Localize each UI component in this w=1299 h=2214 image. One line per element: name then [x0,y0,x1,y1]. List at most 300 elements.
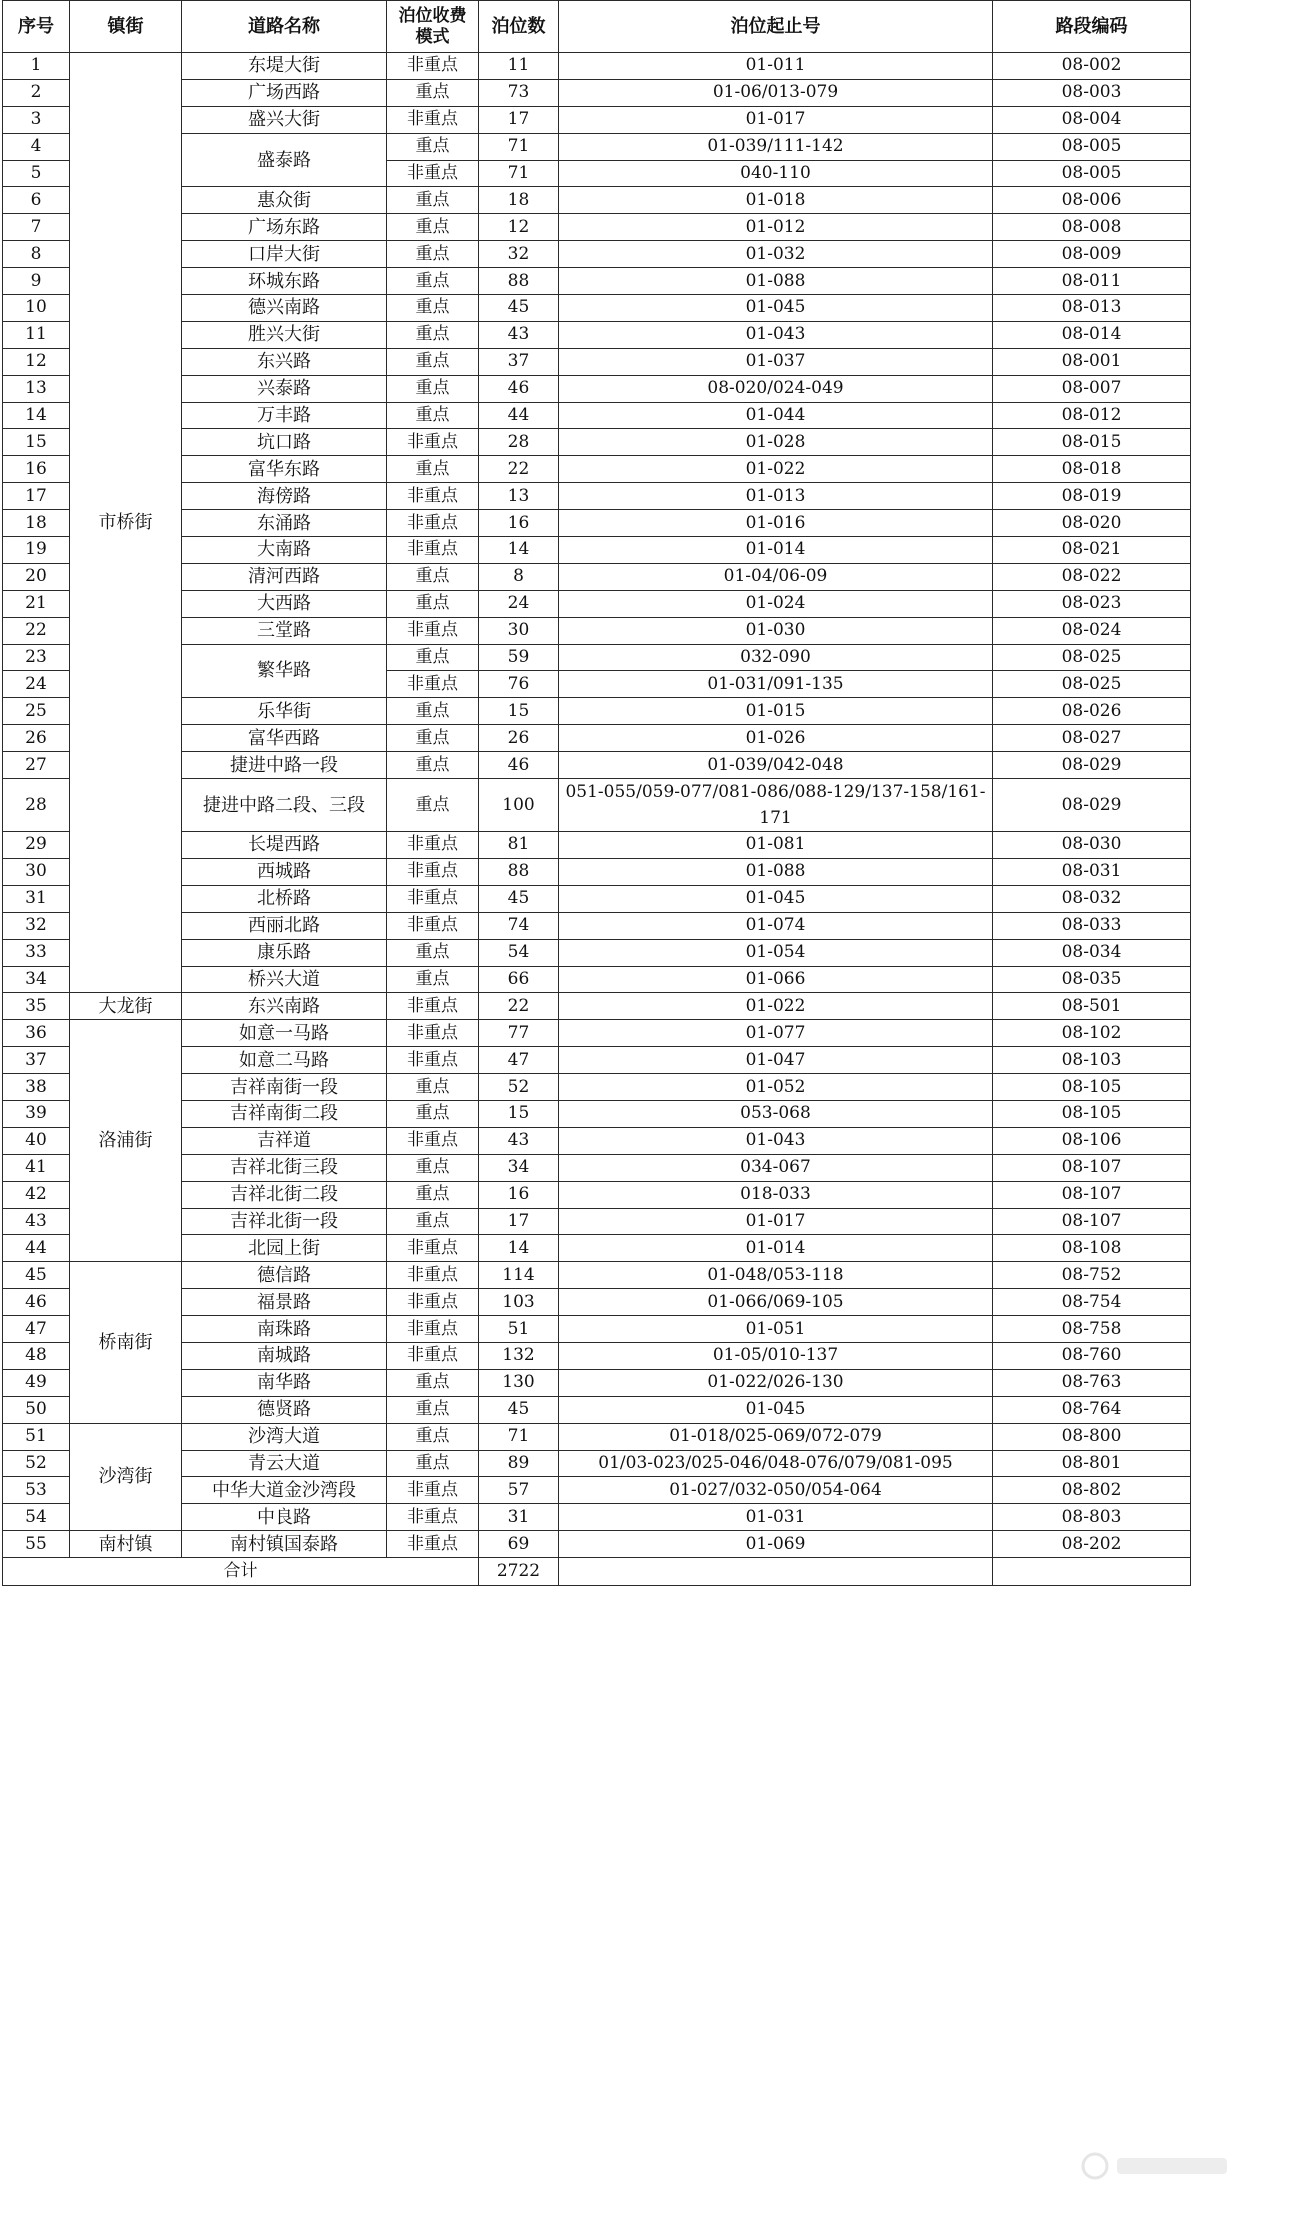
cell-code: 08-005 [993,160,1191,187]
cell-road-name: 惠众街 [182,187,387,214]
cell-count: 73 [479,79,559,106]
cell-seq: 17 [3,483,70,510]
cell-road-name: 捷进中路二段、三段 [182,779,387,832]
cell-code: 08-019 [993,483,1191,510]
cell-code: 08-015 [993,429,1191,456]
cell-code: 08-033 [993,912,1191,939]
cell-mode: 重点 [387,295,479,322]
cell-mode: 非重点 [387,1342,479,1369]
cell-seq: 9 [3,268,70,295]
cell-count: 46 [479,752,559,779]
cell-mode: 非重点 [387,1047,479,1074]
cell-mode: 非重点 [387,832,479,859]
cell-code: 08-108 [993,1235,1191,1262]
cell-code: 08-005 [993,133,1191,160]
cell-mode: 非重点 [387,885,479,912]
cell-range: 01-069 [559,1531,993,1558]
cell-seq: 32 [3,912,70,939]
cell-range: 01-04/06-09 [559,563,993,590]
cell-code: 08-002 [993,53,1191,80]
cell-code: 08-030 [993,832,1191,859]
table-row [3,590,1191,617]
table-row [3,1235,1191,1262]
table-row [3,348,1191,375]
cell-seq: 41 [3,1154,70,1181]
cell-road-name: 盛兴大街 [182,106,387,133]
header-count: 泊位数 [479,1,559,53]
cell-seq: 43 [3,1208,70,1235]
cell-range: 01-043 [559,321,993,348]
cell-mode: 非重点 [387,160,479,187]
cell-code: 08-764 [993,1396,1191,1423]
cell-road-name: 如意二马路 [182,1047,387,1074]
cell-code: 08-023 [993,590,1191,617]
cell-range: 01-016 [559,510,993,537]
cell-range: 01-032 [559,241,993,268]
cell-count: 22 [479,456,559,483]
table-row [3,375,1191,402]
table-row [3,1047,1191,1074]
table-row [3,644,1191,671]
cell-range: 01-030 [559,617,993,644]
cell-road-name: 东兴南路 [182,993,387,1020]
table-row [3,832,1191,859]
table-row [3,1450,1191,1477]
cell-seq: 52 [3,1450,70,1477]
cell-code: 08-758 [993,1316,1191,1343]
cell-mode: 非重点 [387,53,479,80]
cell-town: 洛浦街 [70,1020,182,1262]
cell-seq: 51 [3,1423,70,1450]
cell-count: 14 [479,537,559,564]
cell-seq: 35 [3,993,70,1020]
cell-road-name: 富华东路 [182,456,387,483]
cell-count: 43 [479,1127,559,1154]
cell-mode: 非重点 [387,993,479,1020]
cell-count: 46 [479,375,559,402]
table-row [3,752,1191,779]
cell-road-name: 广场西路 [182,79,387,106]
header-road: 道路名称 [182,1,387,53]
cell-count: 12 [479,214,559,241]
cell-range: 01-022 [559,993,993,1020]
table-row [3,858,1191,885]
cell-road-name: 福景路 [182,1289,387,1316]
table-row [3,1423,1191,1450]
cell-mode: 重点 [387,402,479,429]
cell-mode: 重点 [387,966,479,993]
parking-berth-table [2,0,1191,1586]
cell-code: 08-029 [993,779,1191,832]
cell-seq: 27 [3,752,70,779]
cell-code: 08-501 [993,993,1191,1020]
cell-mode: 重点 [387,133,479,160]
cell-road-name: 南华路 [182,1369,387,1396]
cell-code: 08-107 [993,1208,1191,1235]
cell-mode: 非重点 [387,537,479,564]
cell-range: 01-045 [559,295,993,322]
table-row [3,563,1191,590]
cell-count: 77 [479,1020,559,1047]
cell-count: 69 [479,1531,559,1558]
header-mode: 泊位收费模式 [387,1,479,53]
cell-count: 51 [479,1316,559,1343]
cell-seq: 2 [3,79,70,106]
cell-seq: 21 [3,590,70,617]
cell-code: 08-001 [993,348,1191,375]
cell-count: 28 [479,429,559,456]
cell-mode: 重点 [387,241,479,268]
table-row [3,698,1191,725]
table-header-row [3,1,1191,53]
cell-range: 01-031/091-135 [559,671,993,698]
cell-road-name: 吉祥南街一段 [182,1074,387,1101]
cell-road-name: 中华大道金沙湾段 [182,1477,387,1504]
cell-mode: 非重点 [387,1235,479,1262]
header-range: 泊位起止号 [559,1,993,53]
cell-code: 08-008 [993,214,1191,241]
cell-range: 01-031 [559,1504,993,1531]
cell-mode: 重点 [387,939,479,966]
cell-code: 08-754 [993,1289,1191,1316]
cell-road-name: 南城路 [182,1342,387,1369]
cell-range: 01-022 [559,456,993,483]
cell-road-name: 口岸大街 [182,241,387,268]
cell-range: 01-039/111-142 [559,133,993,160]
cell-code: 08-025 [993,671,1191,698]
cell-range: 01-027/032-050/054-064 [559,1477,993,1504]
cell-seq: 49 [3,1369,70,1396]
cell-count: 34 [479,1154,559,1181]
table-row [3,1181,1191,1208]
cell-code: 08-012 [993,402,1191,429]
cell-code: 08-020 [993,510,1191,537]
cell-count: 31 [479,1504,559,1531]
cell-mode: 重点 [387,348,479,375]
cell-seq: 16 [3,456,70,483]
cell-count: 114 [479,1262,559,1289]
cell-road-name: 西丽北路 [182,912,387,939]
cell-count: 44 [479,402,559,429]
cell-range: 01-011 [559,53,993,80]
total-label: 合计 [3,1558,479,1586]
cell-road-name: 中良路 [182,1504,387,1531]
cell-count: 54 [479,939,559,966]
cell-mode: 非重点 [387,858,479,885]
cell-range: 018-033 [559,1181,993,1208]
cell-count: 37 [479,348,559,375]
cell-seq: 7 [3,214,70,241]
cell-road-name: 桥兴大道 [182,966,387,993]
cell-count: 26 [479,725,559,752]
cell-count: 100 [479,779,559,832]
cell-seq: 36 [3,1020,70,1047]
cell-code: 08-107 [993,1154,1191,1181]
parking-table-sheet [2,0,1191,1586]
table-row [3,53,1191,80]
cell-count: 24 [479,590,559,617]
cell-code: 08-800 [993,1423,1191,1450]
cell-code: 08-022 [993,563,1191,590]
cell-seq: 44 [3,1235,70,1262]
cell-range: 01-014 [559,1235,993,1262]
table-row [3,779,1191,832]
cell-count: 45 [479,885,559,912]
table-row [3,1100,1191,1127]
cell-count: 88 [479,268,559,295]
cell-code: 08-763 [993,1369,1191,1396]
cell-mode: 重点 [387,79,479,106]
cell-road-name: 大西路 [182,590,387,617]
table-row [3,241,1191,268]
cell-seq: 29 [3,832,70,859]
table-body [3,53,1191,1558]
cell-seq: 42 [3,1181,70,1208]
cell-mode: 非重点 [387,1531,479,1558]
cell-range: 01-012 [559,214,993,241]
cell-count: 59 [479,644,559,671]
cell-road-name: 青云大道 [182,1450,387,1477]
cell-mode: 重点 [387,563,479,590]
total-empty-code [993,1558,1191,1586]
cell-road-name: 盛泰路 [182,133,387,187]
table-row [3,402,1191,429]
table-row [3,885,1191,912]
cell-mode: 重点 [387,268,479,295]
cell-road-name: 吉祥北街二段 [182,1181,387,1208]
cell-count: 57 [479,1477,559,1504]
cell-code: 08-035 [993,966,1191,993]
cell-count: 30 [479,617,559,644]
cell-range: 034-067 [559,1154,993,1181]
table-row [3,1504,1191,1531]
cell-range: 01/03-023/025-046/048-076/079/081-095 [559,1450,993,1477]
cell-code: 08-009 [993,241,1191,268]
table-row [3,1477,1191,1504]
cell-mode: 重点 [387,375,479,402]
cell-seq: 38 [3,1074,70,1101]
cell-count: 89 [479,1450,559,1477]
cell-road-name: 广场东路 [182,214,387,241]
cell-count: 16 [479,1181,559,1208]
cell-code: 08-102 [993,1020,1191,1047]
cell-road-name: 吉祥道 [182,1127,387,1154]
table-row [3,133,1191,160]
cell-range: 01-024 [559,590,993,617]
cell-code: 08-018 [993,456,1191,483]
cell-seq: 47 [3,1316,70,1343]
cell-mode: 非重点 [387,483,479,510]
cell-code: 08-029 [993,752,1191,779]
cell-code: 08-006 [993,187,1191,214]
table-row [3,1396,1191,1423]
cell-code: 08-003 [993,79,1191,106]
table-row [3,456,1191,483]
header-seq: 序号 [3,1,70,53]
cell-range: 01-066/069-105 [559,1289,993,1316]
cell-range: 01-018/025-069/072-079 [559,1423,993,1450]
cell-mode: 非重点 [387,106,479,133]
cell-road-name: 北园上街 [182,1235,387,1262]
cell-road-name: 沙湾大道 [182,1423,387,1450]
cell-mode: 重点 [387,779,479,832]
cell-mode: 重点 [387,1074,479,1101]
cell-seq: 26 [3,725,70,752]
cell-seq: 24 [3,671,70,698]
cell-range: 01-017 [559,106,993,133]
table-row [3,1289,1191,1316]
cell-mode: 非重点 [387,1289,479,1316]
cell-code: 08-801 [993,1450,1191,1477]
cell-mode: 重点 [387,187,479,214]
cell-range: 01-014 [559,537,993,564]
cell-count: 11 [479,53,559,80]
cell-mode: 重点 [387,1423,479,1450]
cell-range: 01-088 [559,858,993,885]
table-row [3,966,1191,993]
cell-range: 01-088 [559,268,993,295]
cell-count: 17 [479,106,559,133]
cell-seq: 18 [3,510,70,537]
cell-count: 32 [479,241,559,268]
table-row [3,1262,1191,1289]
cell-count: 17 [479,1208,559,1235]
cell-code: 08-106 [993,1127,1191,1154]
cell-range: 01-018 [559,187,993,214]
cell-range: 01-048/053-118 [559,1262,993,1289]
cell-count: 13 [479,483,559,510]
cell-road-name: 吉祥北街一段 [182,1208,387,1235]
cell-road-name: 兴泰路 [182,375,387,402]
cell-range: 01-015 [559,698,993,725]
cell-code: 08-105 [993,1074,1191,1101]
cell-road-name: 北桥路 [182,885,387,912]
cell-range: 01-013 [559,483,993,510]
table-row [3,1154,1191,1181]
cell-code: 08-034 [993,939,1191,966]
cell-count: 47 [479,1047,559,1074]
cell-seq: 14 [3,402,70,429]
cell-road-name: 西城路 [182,858,387,885]
cell-code: 08-107 [993,1181,1191,1208]
table-row [3,617,1191,644]
cell-road-name: 东堤大街 [182,53,387,80]
table-row [3,295,1191,322]
cell-count: 103 [479,1289,559,1316]
cell-code: 08-025 [993,644,1191,671]
cell-seq: 19 [3,537,70,564]
table-row [3,1316,1191,1343]
cell-mode: 非重点 [387,912,479,939]
cell-road-name: 繁华路 [182,644,387,698]
table-row [3,483,1191,510]
cell-mode: 重点 [387,214,479,241]
cell-mode: 重点 [387,1181,479,1208]
cell-road-name: 海傍路 [182,483,387,510]
table-row [3,187,1191,214]
cell-mode: 非重点 [387,1020,479,1047]
cell-range: 01-043 [559,1127,993,1154]
cell-road-name: 坑口路 [182,429,387,456]
cell-mode: 非重点 [387,1127,479,1154]
table-row [3,939,1191,966]
cell-count: 66 [479,966,559,993]
cell-code: 08-752 [993,1262,1191,1289]
cell-road-name: 东涌路 [182,510,387,537]
table-row [3,1127,1191,1154]
cell-count: 15 [479,1100,559,1127]
cell-mode: 重点 [387,1396,479,1423]
cell-seq: 1 [3,53,70,80]
table-row [3,429,1191,456]
cell-range: 051-055/059-077/081-086/088-129/137-158/161-171 [559,779,993,832]
cell-road-name: 乐华街 [182,698,387,725]
cell-range: 01-074 [559,912,993,939]
cell-range: 01-037 [559,348,993,375]
cell-count: 74 [479,912,559,939]
cell-seq: 25 [3,698,70,725]
cell-road-name: 康乐路 [182,939,387,966]
cell-seq: 50 [3,1396,70,1423]
cell-seq: 34 [3,966,70,993]
cell-range: 01-054 [559,939,993,966]
cell-road-name: 捷进中路一段 [182,752,387,779]
cell-range: 01-017 [559,1208,993,1235]
cell-count: 18 [479,187,559,214]
cell-seq: 30 [3,858,70,885]
cell-range: 01-052 [559,1074,993,1101]
cell-mode: 重点 [387,590,479,617]
cell-mode: 非重点 [387,1504,479,1531]
table-row [3,106,1191,133]
cell-range: 01-028 [559,429,993,456]
cell-range: 01-039/042-048 [559,752,993,779]
cell-mode: 重点 [387,1208,479,1235]
cell-mode: 重点 [387,321,479,348]
cell-count: 76 [479,671,559,698]
cell-seq: 10 [3,295,70,322]
cell-road-name: 德贤路 [182,1396,387,1423]
cell-road-name: 德兴南路 [182,295,387,322]
cell-road-name: 清河西路 [182,563,387,590]
cell-mode: 重点 [387,1100,479,1127]
cell-code: 08-014 [993,321,1191,348]
cell-road-name: 吉祥北街三段 [182,1154,387,1181]
table-row [3,993,1191,1020]
cell-range: 01-044 [559,402,993,429]
cell-seq: 11 [3,321,70,348]
cell-seq: 53 [3,1477,70,1504]
cell-seq: 3 [3,106,70,133]
cell-code: 08-024 [993,617,1191,644]
table-row [3,1020,1191,1047]
cell-range: 01-081 [559,832,993,859]
cell-code: 08-202 [993,1531,1191,1558]
table-row [3,1342,1191,1369]
cell-town: 沙湾街 [70,1423,182,1531]
cell-code: 08-026 [993,698,1191,725]
cell-road-name: 东兴路 [182,348,387,375]
cell-count: 16 [479,510,559,537]
cell-range: 01-066 [559,966,993,993]
cell-seq: 28 [3,779,70,832]
cell-seq: 6 [3,187,70,214]
cell-code: 08-027 [993,725,1191,752]
cell-range: 01-05/010-137 [559,1342,993,1369]
table-row [3,268,1191,295]
cell-count: 15 [479,698,559,725]
cell-range: 040-110 [559,160,993,187]
